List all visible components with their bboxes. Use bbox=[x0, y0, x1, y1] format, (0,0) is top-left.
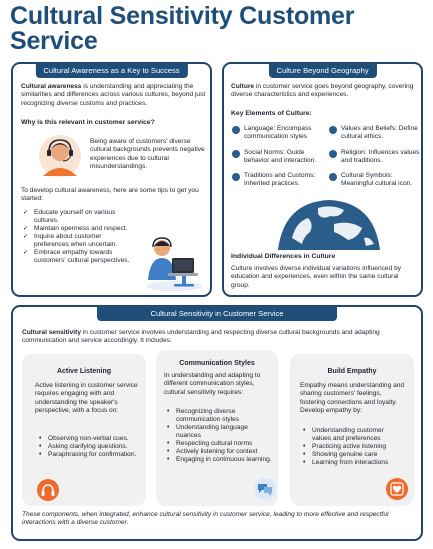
card-list bbox=[34, 435, 142, 459]
card-list bbox=[162, 408, 274, 464]
beyond-intro: Culture in customer service goes beyond geography, covering diverse characteristics and experiences. bbox=[231, 83, 414, 99]
tip-item: ✓ Maintain openness and respect. bbox=[23, 225, 131, 233]
awareness-intro: Cultural awareness is understanding and appreciating the similarities and differences across various cultures, beyond just recognizing diverse customs and practices. bbox=[21, 83, 206, 107]
card-text: In understanding and adapting to different communication styles, cultural sensitivity requires: bbox=[164, 372, 261, 396]
card-list bbox=[298, 427, 398, 467]
tip-item: ✓ Inquire about customer preferences when uncertain. bbox=[23, 233, 131, 249]
individual-text: Culture involves diverse individual variations influenced by education and experiences, even within the same cultural group. bbox=[231, 265, 402, 289]
list-item: • Engaging in continuous learning. bbox=[162, 456, 274, 464]
list-item: • Paraphrasing for confirmation. bbox=[34, 451, 142, 459]
awareness-question: Why is this relevant in customer service? bbox=[21, 119, 155, 126]
tip-item: ✓ Embrace empathy towards customers' cultural perspectives. bbox=[23, 249, 131, 265]
card-communication-styles bbox=[156, 350, 278, 506]
awareness-relevance: Being aware of customers' diverse cultural backgrounds prevents negative experiences due to cultural misunderstandings. bbox=[90, 138, 205, 171]
list-item: • Recognizing diverse communication styles bbox=[162, 408, 274, 424]
sensitivity-panel bbox=[11, 305, 423, 541]
sensitivity-heading: Cultural Sensitivity in Customer Service bbox=[97, 306, 337, 321]
list-item: • Observing non-verbal cues. bbox=[34, 435, 142, 443]
list-item: • Asking clarifying questions. bbox=[34, 443, 142, 451]
list-item: • Actively listening for context bbox=[162, 448, 274, 456]
list-item: • Practicing active listening bbox=[298, 443, 398, 451]
person-at-laptop-icon bbox=[138, 234, 206, 292]
card-title: Communication Styles bbox=[179, 360, 255, 367]
list-item: • Understanding language nuances bbox=[162, 424, 274, 440]
card-active-listening bbox=[22, 354, 146, 506]
list-item: • Respecting cultural norms bbox=[162, 440, 274, 448]
awareness-heading: Cultural Awareness as a Key to Success bbox=[35, 63, 187, 78]
awareness-tips-list bbox=[23, 209, 131, 265]
beyond-panel: Culture Beyond Geography Culture in customer service goes beyond geography, covering diverse characteristics and experiences. Key Elements of Culture: Language: Encompass communication styles Values and Beliefs: Define cultural ethics. Social Norms: Guide behavior and interaction. Religion: Influences values and traditions. Traditions and Customs: Inherited practices. Cultural Symbols: Meaningful cultural icon. Individual Differences in Culture Culture involves diverse individual variations influenced by education and experiences, even within the same cultural group. bbox=[222, 62, 423, 297]
card-text: Empathy means understanding and sharing customers' feelings, fostering connections and loyalty. Develop empathy by: bbox=[300, 382, 405, 415]
sensitivity-footer: These components, when integrated, enhance cultural sensitivity in customer service, leading to more effective and respectful interactions with a diverse customer. bbox=[22, 511, 389, 527]
customer-service-agent-icon bbox=[35, 130, 85, 178]
list-item: • Showing genuine care bbox=[298, 451, 398, 459]
awareness-tips-intro: To develop cultural awareness, here are some tips to get you started: bbox=[21, 187, 199, 203]
heart-icon bbox=[386, 478, 408, 500]
beyond-heading: Culture Beyond Geography bbox=[268, 63, 376, 78]
list-item: • Understanding customer values and preferences bbox=[298, 427, 398, 443]
elements-title: Key Elements of Culture: bbox=[231, 110, 312, 117]
card-build-empathy bbox=[290, 354, 414, 506]
sensitivity-intro: Cultural sensitivity in customer service involves understanding and respecting diverse cultural backgrounds and adapting communication and service accordingly. It includes: bbox=[22, 329, 380, 345]
card-text: Active listening in customer service requires engaging with and understanding the speaker's perspective, with a focus on: bbox=[35, 382, 138, 415]
card-title: Build Empathy bbox=[327, 368, 377, 375]
headset-icon bbox=[37, 479, 59, 501]
individual-title: Individual Differences in Culture bbox=[231, 253, 336, 260]
chat-bubbles-icon bbox=[254, 478, 276, 500]
page-title: Cultural Sensitivity Customer Service bbox=[10, 2, 355, 55]
card-title: Active Listening bbox=[56, 368, 112, 375]
world-globe-icon bbox=[274, 198, 384, 250]
list-item: • Learning from interactions bbox=[298, 459, 398, 467]
awareness-panel bbox=[11, 62, 212, 297]
tip-item: ✓ Educate yourself on various cultures. bbox=[23, 209, 131, 225]
